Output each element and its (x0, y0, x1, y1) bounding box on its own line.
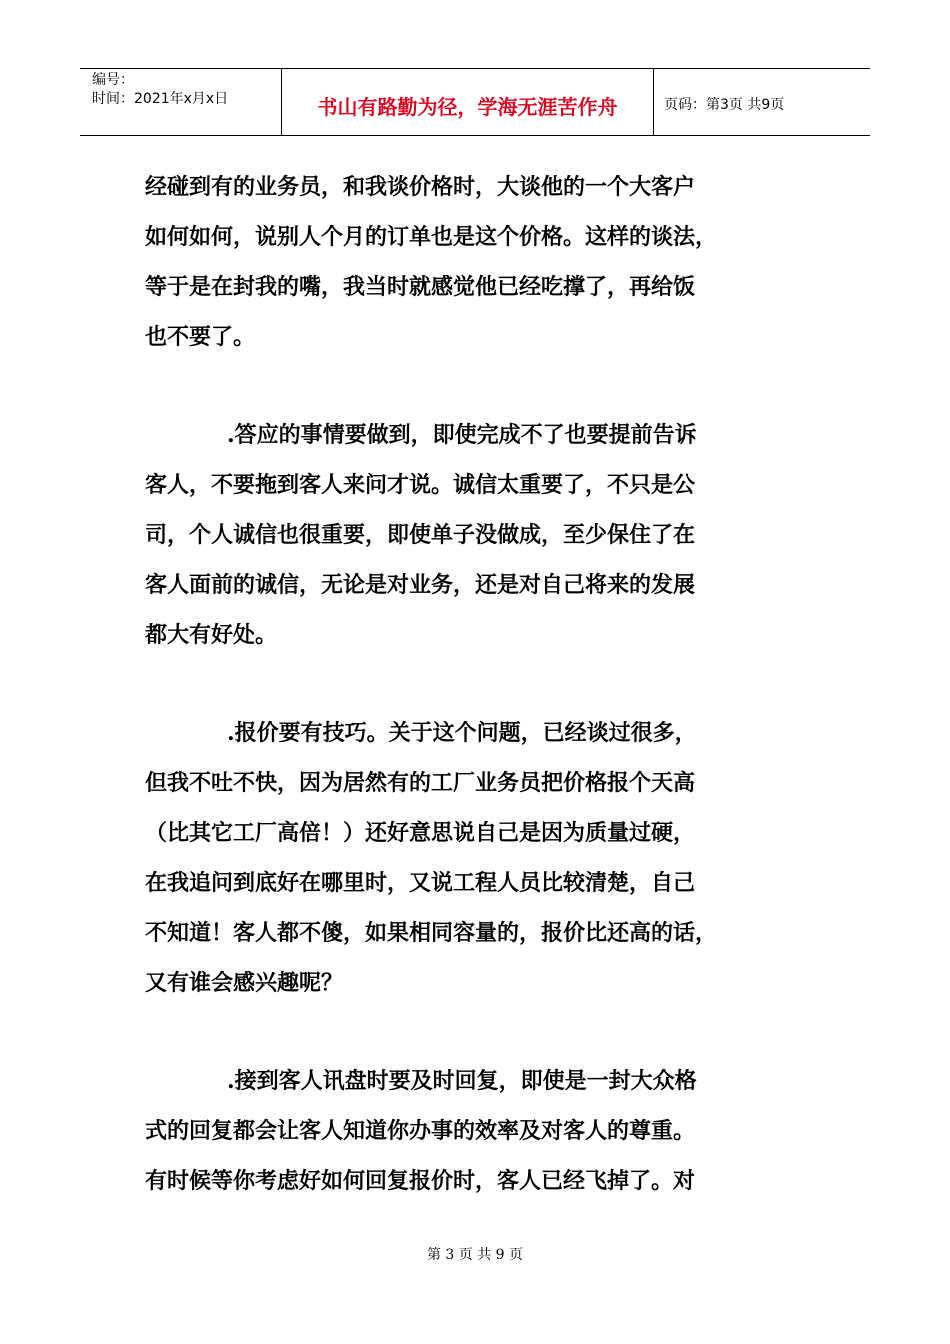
text-line: 客人，不要拖到客人来问才说。诚信太重要了，不只是公 (145, 472, 696, 498)
paragraph (145, 1056, 815, 1206)
header-page-label: 页码：第3页 共9页 (664, 97, 785, 113)
text-line: 如何如何，说别人个月的订单也是这个价格。这样的谈法， (145, 224, 718, 250)
number-label: 编号： (92, 72, 134, 88)
paragraph (145, 410, 815, 660)
text-line: 也不要了。 (145, 324, 256, 350)
text-line: （比其它工厂高倍！）还好意思说自己是因为质量过硬， (145, 820, 696, 846)
text-line: 但我不吐不快，因为居然有的工厂业务员把价格报个天高 (145, 770, 696, 796)
document-body (145, 162, 815, 1206)
text-line: .答应的事情要做到，即使完成不了也要提前告诉 (227, 422, 697, 448)
text-line: 式的回复都会让客人知道你办事的效率及对客人的尊重。 (145, 1118, 696, 1144)
text-line: 都大有好处。 (145, 622, 278, 648)
paragraph (145, 162, 815, 362)
header-meta (80, 69, 282, 135)
text-line: 经碰到有的业务员，和我谈价格时，大谈他的一个大客户 (145, 174, 696, 200)
text-line: 在我追问到底好在哪里时，又说工程人员比较清楚，自己 (145, 870, 696, 896)
text-line: .报价要有技巧。关于这个问题，已经谈过很多， (227, 720, 697, 746)
text-line: 司，个人诚信也很重要，即使单子没做成，至少保住了在 (145, 522, 696, 548)
text-line: 不知道！客人都不傻，如果相同容量的，报价比还高的话， (145, 920, 718, 946)
text-line: 又有谁会感兴趣呢？ (145, 970, 344, 996)
text-line: 等于是在封我的嘴，我当时就感觉他已经吃撑了，再给饭 (145, 274, 696, 300)
text-line: 有时候等你考虑好如何回复报价时，客人已经飞掉了。对 (145, 1168, 696, 1194)
text-line: 客人面前的诚信，无论是对业务，还是对自己将来的发展 (145, 572, 696, 598)
time-label: 时间：2021年x月x日 (92, 91, 229, 107)
page-header (80, 68, 870, 136)
paragraph (145, 708, 815, 1008)
text-line: .接到客人讯盘时要及时回复，即使是一封大众格 (227, 1068, 697, 1094)
header-motto: 书山有路勤为径，学海无涯苦作舟 (282, 69, 654, 135)
page-footer: 第 3 页 共 9 页 (426, 1247, 524, 1263)
